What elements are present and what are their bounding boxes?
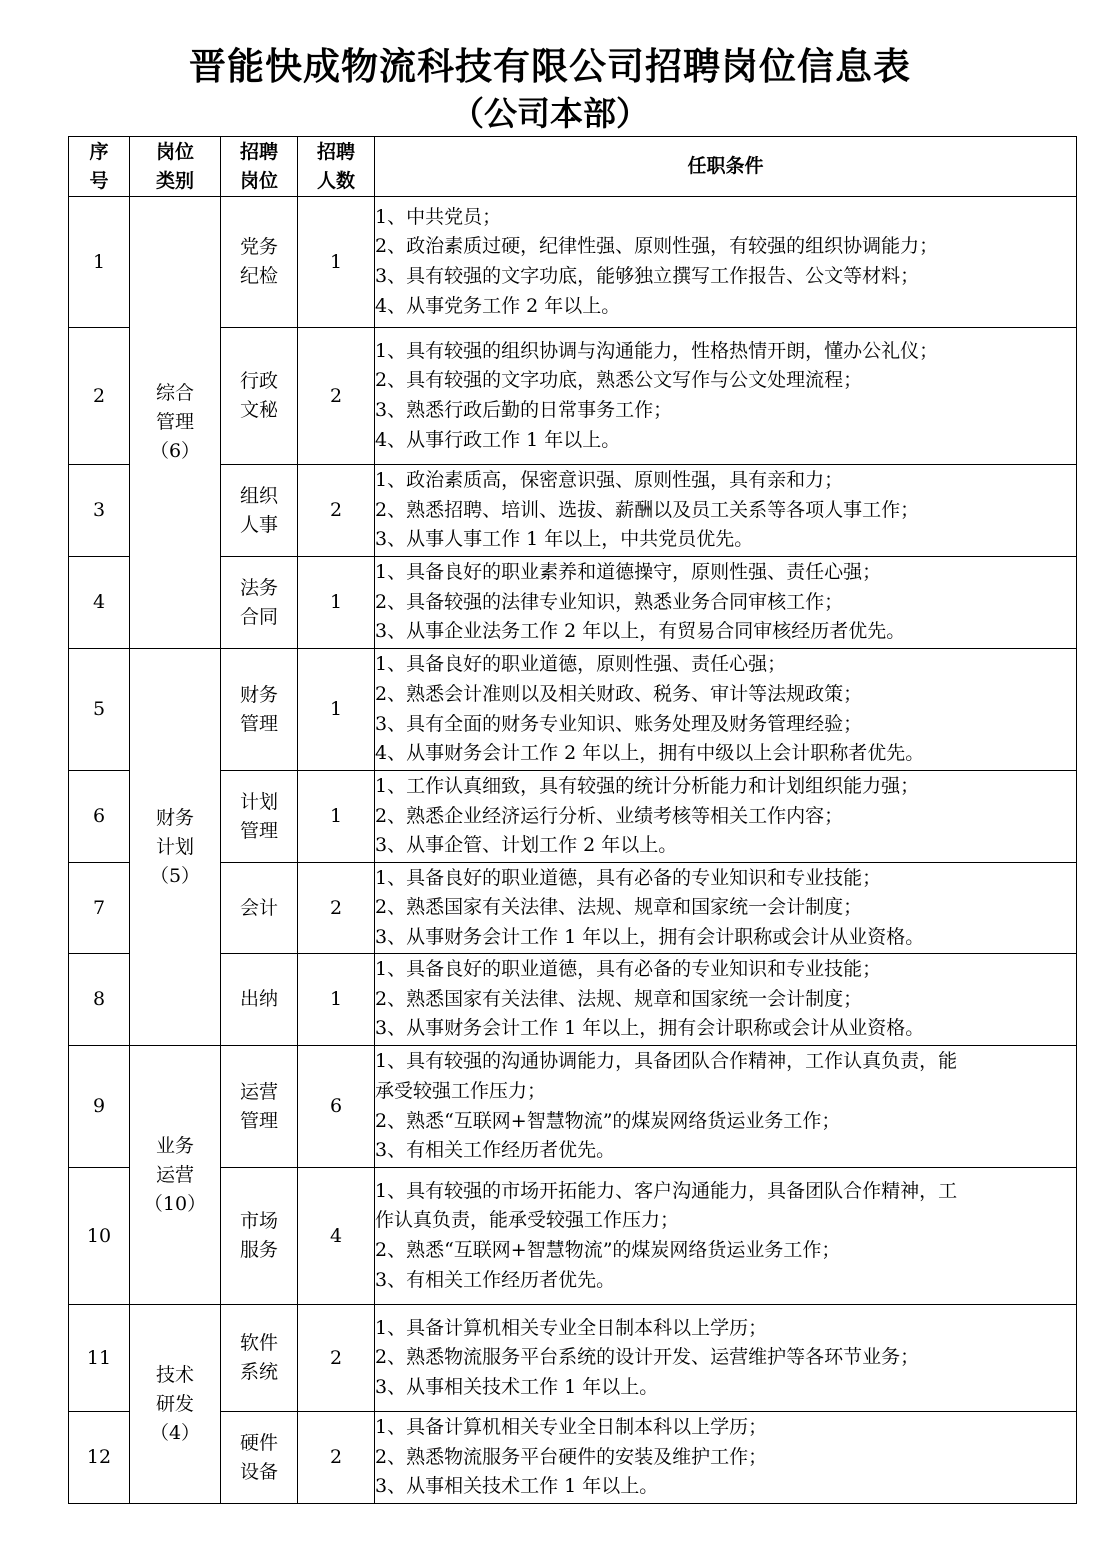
count-cell: 2: [298, 863, 375, 954]
position-line: 行政: [239, 370, 278, 392]
requirement-item: 1、具有较强的沟通协调能力，具备团队合作精神，工作认真负责，能: [375, 1050, 958, 1073]
requirement-item: 1、具备计算机相关专业全日制本科以上学历；: [375, 1416, 768, 1439]
seq-cell: 11: [69, 1305, 130, 1412]
requirement-item: 1、工作认真细致，具有较强的统计分析能力和计划组织能力强；: [375, 775, 920, 798]
count-cell: 1: [298, 954, 375, 1046]
table-row: [69, 771, 1077, 863]
seq-cell: 4: [69, 557, 130, 649]
position-cell: [221, 771, 298, 863]
category-line: 综合: [155, 382, 194, 404]
requirements-cell: [375, 465, 1077, 557]
header-seq: [69, 137, 130, 197]
position-line: 文秘: [239, 399, 278, 421]
requirement-item: 3、从事企业法务工作 2 年以上，有贸易合同审核经历者优先。: [375, 620, 906, 643]
seq-cell: 12: [69, 1412, 130, 1504]
header-category-line: 岗位: [155, 140, 194, 163]
requirements-cell: [375, 771, 1077, 863]
position-line: 管理: [239, 712, 278, 735]
position-line: 出纳: [239, 988, 278, 1010]
position-line: 服务: [239, 1239, 278, 1261]
position-line: 设备: [239, 1460, 278, 1483]
seq-cell: 3: [69, 465, 130, 557]
position-cell: [221, 863, 298, 954]
requirements-cell: [375, 649, 1077, 771]
requirements-cell: [375, 1412, 1077, 1504]
category-line: 技术: [155, 1363, 194, 1386]
table-row: [69, 954, 1077, 1046]
requirements-cell: [375, 197, 1077, 328]
position-cell: [221, 649, 298, 771]
requirement-item: 2、熟悉国家有关法律、法规、规章和国家统一会计制度；: [375, 987, 863, 1010]
position-cell: [221, 1305, 298, 1412]
count-cell: 2: [298, 465, 375, 557]
requirements-cell: [375, 1305, 1077, 1412]
category-line: （10）: [143, 1192, 207, 1215]
position-cell: [221, 954, 298, 1046]
document-title: 晋能快成物流科技有限公司招聘岗位信息表: [189, 45, 911, 88]
requirement-item: 2、熟悉招聘、培训、选拔、薪酬以及员工关系等各项人事工作；: [375, 498, 920, 521]
position-line: 管理: [239, 819, 278, 842]
count-cell: 1: [298, 771, 375, 863]
seq-cell: 1: [69, 197, 130, 328]
category-cell-tech-rd: [130, 1305, 221, 1504]
requirement-item: 1、具备良好的职业素养和道德操守，原则性强、责任心强；: [375, 561, 882, 584]
category-line: （6）: [149, 440, 201, 462]
requirements-cell: [375, 1168, 1077, 1305]
position-line: 运营: [239, 1080, 278, 1103]
position-line: 人事: [239, 513, 278, 536]
position-cell: [221, 197, 298, 328]
position-line: 计划: [239, 790, 278, 813]
requirement-item: 2、熟悉会计准则以及相关财政、税务、审计等法规政策；: [375, 682, 863, 705]
seq-cell: 10: [69, 1168, 130, 1305]
requirement-item: 2、具有较强的文字功底，熟悉公文写作与公文处理流程；: [375, 369, 863, 392]
category-line: 研发: [155, 1392, 194, 1415]
category-line: 业务: [155, 1134, 194, 1157]
table-row: [69, 557, 1077, 649]
position-cell: [221, 1412, 298, 1504]
requirement-item: 4、从事行政工作 1 年以上。: [375, 428, 621, 451]
requirement-item: 1、中共党员；: [375, 205, 502, 228]
position-line: 纪检: [239, 265, 278, 287]
requirement-item: 4、从事党务工作 2 年以上。: [375, 294, 621, 317]
requirement-item: 3、从事相关技术工作 1 年以上。: [375, 1475, 659, 1498]
position-line: 财务: [239, 683, 278, 706]
position-line: 管理: [239, 1109, 278, 1132]
position-line: 法务: [239, 576, 278, 599]
requirement-item: 2、熟悉“互联网+智慧物流”的煤炭网络货运业务工作；: [375, 1109, 841, 1132]
requirement-item: 1、具备计算机相关专业全日制本科以上学历；: [375, 1316, 768, 1339]
count-cell: 1: [298, 557, 375, 649]
category-line: 财务: [155, 806, 194, 829]
requirement-item: 1、具备良好的职业道德，原则性强、责任心强；: [375, 653, 787, 676]
count-cell: 1: [298, 197, 375, 328]
requirements-cell: [375, 557, 1077, 649]
seq-cell: 8: [69, 954, 130, 1046]
position-line: 硬件: [239, 1431, 278, 1454]
table-row: [69, 1046, 1077, 1168]
header-seq-line: 号: [89, 169, 109, 192]
table-row: [69, 1305, 1077, 1412]
header-position-line: 岗位: [239, 169, 278, 192]
requirement-item: 3、从事人事工作 1 年以上，中共党员优先。: [375, 528, 754, 551]
count-cell: 2: [298, 328, 375, 465]
position-line: 党务: [239, 236, 278, 258]
seq-cell: 7: [69, 863, 130, 954]
requirement-item: 1、具备良好的职业道德，具有必备的专业知识和专业技能；: [375, 866, 882, 889]
category-cell-finance-planning: [130, 649, 221, 1046]
position-line: 会计: [239, 896, 278, 919]
table-row: [69, 197, 1077, 328]
header-category: [130, 137, 221, 197]
category-cell-general-management: [130, 197, 221, 649]
count-cell: 2: [298, 1305, 375, 1412]
category-cell-business-operations: [130, 1046, 221, 1305]
table-row: [69, 863, 1077, 954]
requirement-item: 1、具有较强的市场开拓能力、客户沟通能力，具备团队合作精神，工: [375, 1179, 958, 1202]
seq-cell: 2: [69, 328, 130, 465]
position-line: 合同: [239, 605, 278, 628]
requirement-item: 1、政治素质高，保密意识强、原则性强，具有亲和力；: [375, 469, 844, 492]
seq-cell: 9: [69, 1046, 130, 1168]
position-cell: [221, 328, 298, 465]
header-position: [221, 137, 298, 197]
requirement-item: 3、具有较强的文字功底，能够独立撰写工作报告、公文等材料；: [375, 265, 920, 287]
requirement-item: 3、具有全面的财务专业知识、账务处理及财务管理经验；: [375, 712, 863, 735]
recruitment-table: [68, 136, 1077, 1504]
requirement-item: 2、熟悉“互联网+智慧物流”的煤炭网络货运业务工作；: [375, 1239, 841, 1261]
count-cell: 2: [298, 1412, 375, 1504]
requirement-item: 2、熟悉物流服务平台硬件的安装及维护工作；: [375, 1445, 768, 1468]
count-cell: 4: [298, 1168, 375, 1305]
count-cell: 1: [298, 649, 375, 771]
header-count-line: 招聘: [316, 140, 355, 163]
requirements-cell: [375, 1046, 1077, 1168]
table-row: [69, 328, 1077, 465]
requirement-item: 2、具备较强的法律专业知识，熟悉业务合同审核工作；: [375, 590, 844, 613]
requirement-item: 2、熟悉物流服务平台系统的设计开发、运营维护等各环节业务；: [375, 1346, 920, 1369]
header-seq-line: 序: [89, 140, 109, 163]
header-count-line: 人数: [316, 169, 355, 192]
requirements-cell: [375, 954, 1077, 1046]
requirement-item: 2、熟悉企业经济运行分析、业绩考核等相关工作内容；: [375, 804, 844, 827]
requirement-item: 2、政治素质过硬，纪律性强、原则性强，有较强的组织协调能力；: [375, 235, 939, 258]
table-row: [69, 1412, 1077, 1504]
seq-cell: 5: [69, 649, 130, 771]
requirements-cell: [375, 863, 1077, 954]
position-line: 组织: [239, 484, 278, 507]
requirement-item: 2、熟悉国家有关法律、法规、规章和国家统一会计制度；: [375, 896, 863, 919]
position-line: 软件: [239, 1332, 278, 1354]
table-row: [69, 465, 1077, 557]
table-header-row: [69, 137, 1077, 197]
requirement-item: 3、有相关工作经历者优先。: [375, 1268, 616, 1291]
requirement-item: 3、从事财务会计工作 1 年以上，拥有会计职称或会计从业资格。: [375, 925, 925, 948]
requirements-cell: [375, 328, 1077, 465]
category-line: （4）: [149, 1421, 201, 1444]
header-position-line: 招聘: [239, 140, 278, 163]
position-line: 市场: [239, 1210, 278, 1232]
position-cell: [221, 557, 298, 649]
category-line: 管理: [155, 411, 194, 433]
position-cell: [221, 1046, 298, 1168]
position-cell: [221, 1168, 298, 1305]
requirement-item: 作认真负责，能承受较强工作压力；: [375, 1209, 680, 1232]
category-line: 计划: [155, 835, 194, 858]
requirement-item: 1、具备良好的职业道德，具有必备的专业知识和专业技能；: [375, 958, 882, 981]
requirement-item: 3、从事财务会计工作 1 年以上，拥有会计职称或会计从业资格。: [375, 1017, 925, 1040]
seq-cell: 6: [69, 771, 130, 863]
requirement-item: 3、有相关工作经历者优先。: [375, 1139, 616, 1162]
requirement-item: 3、从事企管、计划工作 2 年以上。: [375, 834, 678, 857]
requirement-item: 4、从事财务会计工作 2 年以上，拥有中级以上会计职称者优先。: [375, 742, 925, 765]
requirement-item: 3、从事相关技术工作 1 年以上。: [375, 1375, 659, 1398]
requirement-item: 1、具有较强的组织协调与沟通能力，性格热情开朗，懂办公礼仪；: [375, 339, 939, 362]
count-cell: 6: [298, 1046, 375, 1168]
table-row: [69, 1168, 1077, 1305]
header-requirements: 任职条件: [375, 137, 1077, 197]
position-line: 系统: [239, 1361, 278, 1383]
table-row: [69, 649, 1077, 771]
category-line: 运营: [155, 1163, 194, 1186]
document-subtitle: （公司本部）: [451, 94, 649, 133]
header-count: [298, 137, 375, 197]
position-cell: [221, 465, 298, 557]
requirement-item: 3、熟悉行政后勤的日常事务工作；: [375, 399, 673, 421]
header-category-line: 类别: [155, 169, 194, 192]
requirement-item: 承受较强工作压力；: [375, 1079, 547, 1102]
category-line: （5）: [149, 864, 201, 887]
